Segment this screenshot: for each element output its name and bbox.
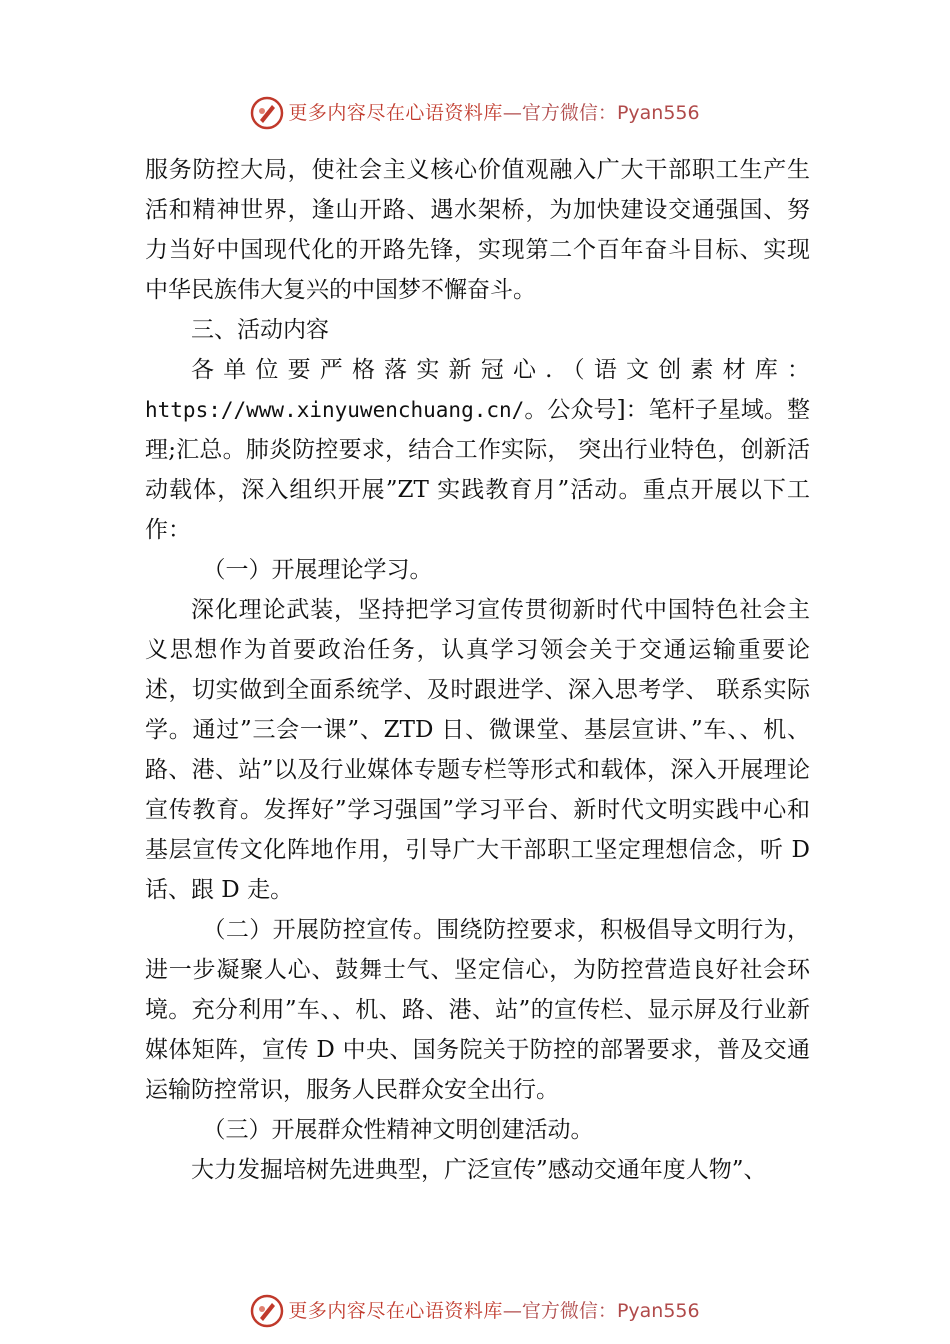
header-banner xyxy=(0,96,950,130)
paragraph-4: （二）开展防控宣传。围绕防控要求，积极倡导文明行为，进一步凝聚人心、鼓舞士气、坚定信心，为防控营造良好社会环境。充分利用”车、、机、路、港、站”的宣传栏、显示屏及行业新媒体矩阵，宣传 D 中央、国务院关于防控的部署要求，普及交通运输防控常识，服务人民群众安全出行。 xyxy=(145,917,810,1103)
paragraph-2-text-a: 各单位要严格落实新冠心.（语文创素材库： xyxy=(191,357,810,383)
header-wechat-label: 官方微信： xyxy=(521,102,617,124)
header-dash: — xyxy=(502,102,522,124)
footer-banner xyxy=(0,1294,950,1328)
section-heading-3: 三、活动内容 xyxy=(191,317,329,343)
paragraph-3: 深化理论武装，坚持把学习宣传贯彻新时代中国特色社会主义思想作为首要政治任务，认真学习领会关于交通运输重要论述，切实做到全面系统学、及时跟进学、深入思考学、 联系实际学。通过”三会一课”、ZTD 日、微课堂、基层宣讲、”车、、机、路、港、站”以及行业媒体专题专栏等形式和载体，深入开展理论宣传教育。发挥好”学习强国”学习平台、新时代文明实践中心和基层宣传文化阵地作用，引导广大干部职工坚定理想信念，听 D 话、跟 D 走。 xyxy=(145,597,810,903)
header-brand: 更多内容尽在心语资料库 xyxy=(288,102,503,124)
footer-brand: 更多内容尽在心语资料库 xyxy=(288,1300,503,1322)
paragraph-5: 大力发掘培树先进典型，广泛宣传”感动交通年度人物”、 xyxy=(191,1157,767,1183)
paragraph-2 xyxy=(145,350,810,550)
subheading-1: （一）开展理论学习。 xyxy=(202,557,433,583)
pen-logo-icon xyxy=(250,96,284,130)
document-body xyxy=(145,150,810,1190)
pen-logo-icon xyxy=(250,1294,284,1328)
paragraph-2-text-b: 。公众号]：笔杆子星域。整理;汇总。肺炎防控要求，结合工作实际， 突出行业特色，创新活动载体，深入组织开展”ZT 实践教育月”活动。重点开展以下工作： xyxy=(145,397,810,543)
paragraph-1: 服务防控大局，使社会主义核心价值观融入广大干部职工生产生活和精神世界，逢山开路、遇水架桥，为加快建设交通强国、努力当好中国现代化的开路先锋，实现第二个百年奋斗目标、实现中华民族伟大复兴的中国梦不懈奋斗。 xyxy=(145,157,810,303)
subheading-3: （三）开展群众性精神文明创建活动。 xyxy=(202,1117,594,1143)
header-wechat-id: Pyan556 xyxy=(616,102,700,124)
footer-wechat-id: Pyan556 xyxy=(616,1300,700,1322)
paragraph-2-url: https://www.xinyuwenchuang.cn/ xyxy=(145,398,525,422)
footer-wechat-label: 官方微信： xyxy=(521,1300,617,1322)
footer-dash: — xyxy=(502,1300,522,1322)
